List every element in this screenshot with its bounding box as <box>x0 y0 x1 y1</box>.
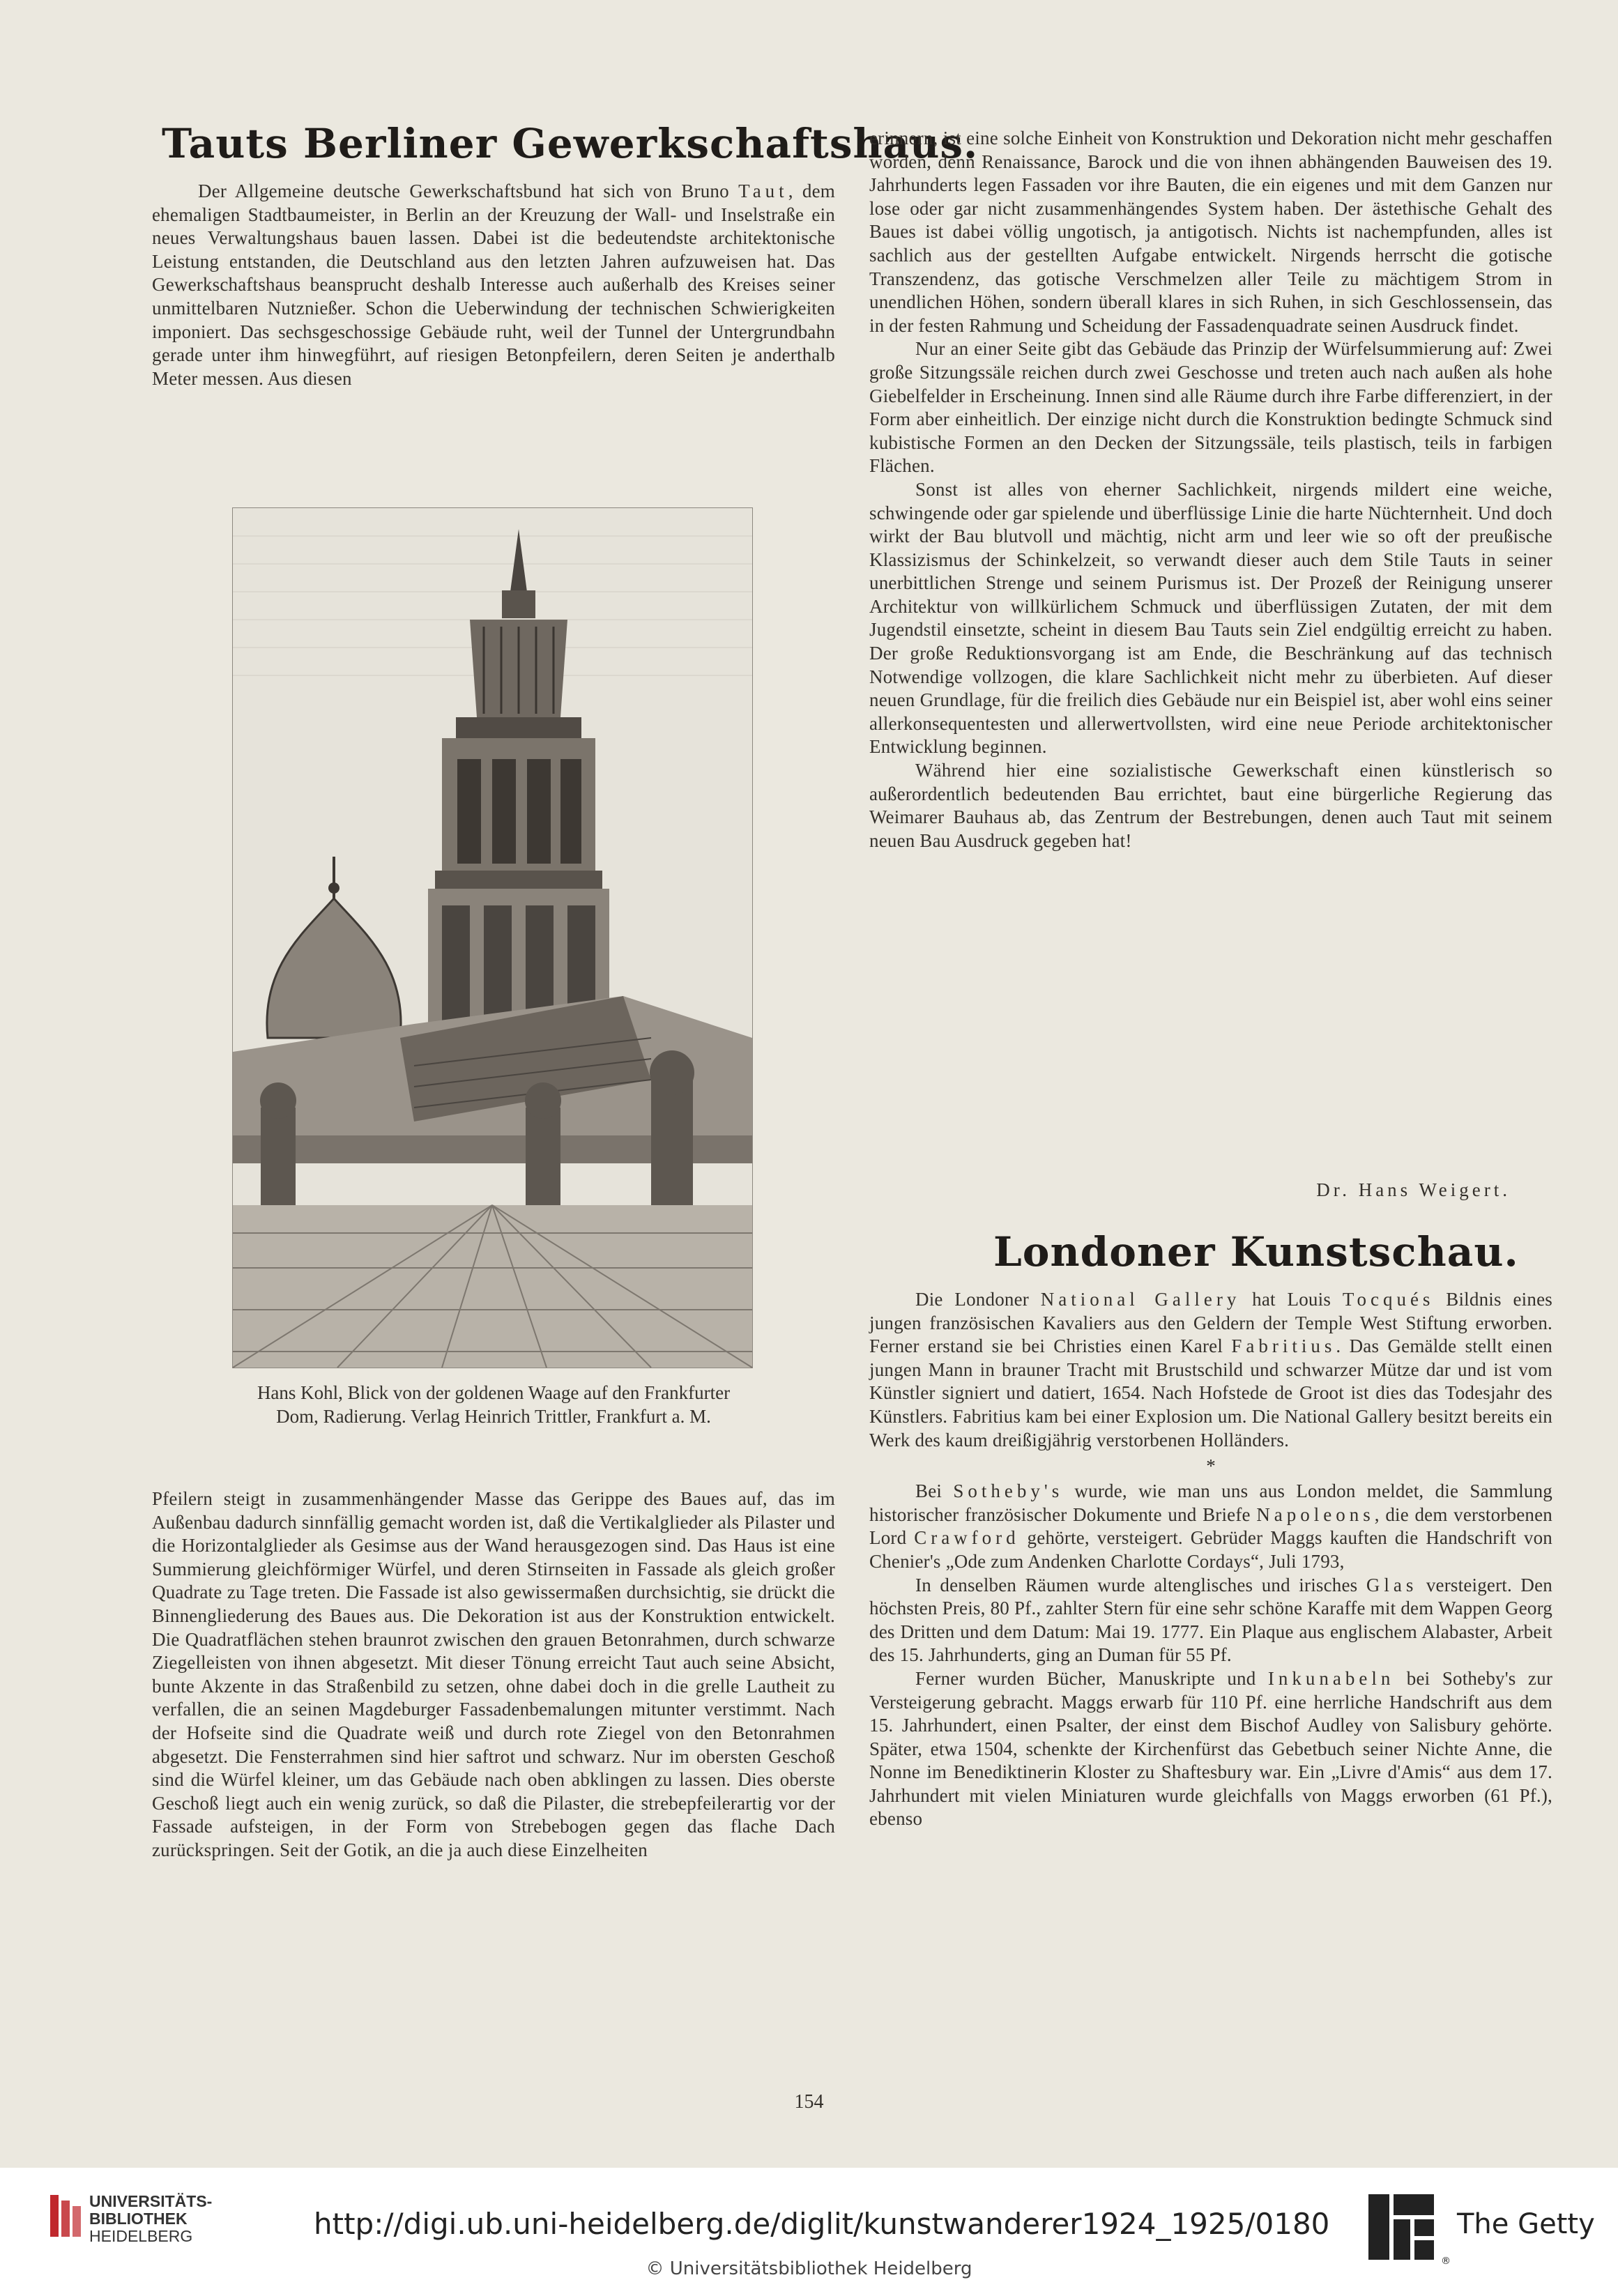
cathedral-etching-image <box>233 508 752 1368</box>
paragraph: Nur an einer Seite gibt das Gebäude das Prinzip der Würfelsummierung auf: Zwei große Sitzungssäle reichen durch zwei Geschosse und treten auch nach außen als hohe Giebelfelder in Erscheinung. Innen sind alle Räume durch ihre Farbe differenziert, in der Form aber einheitlich. Der einzige nicht durch die Konstruktion bedingte Schmuck sind kubistische Formen an den Decken der Sitzungssäle, teils plastisch, teils in farbigen Flächen. <box>869 338 1552 477</box>
svg-text:®: ® <box>1441 2256 1451 2267</box>
paragraph: Pfeilern steigt in zusammenhängender Masse das Gerippe des Baues auf, das im Außenbau dadurch sinnfällig gemacht worden ist, daß die Vertikalglieder als Pilaster und die Horizontalglieder als Gesimse aus der Wand herausgezogen sind. Das Haus ist eine Summierung gleichförmiger Würfel, und deren Stirnseiten in Fassade als gleich großer Quadrate zu Tage treten. Die Fassade ist also gewissermaßen durchsichtig, sie drückt die Binnengliederung des Baues aus. Die Dekoration ist aus der Konstruktion entwickelt. Die Quadratflächen stehen braunrot zwischen den grauen Betonrahmen, durch schwarze Ziegelleisten von ihnen abgesetzt. Mit dieser Tönung erreicht Taut auch seine Absicht, bunte Akzente in das Straßenbild zu setzen, ohne dabei doch in die grelle Lautheit zu verfallen, die an seinen Magdeburger Fassadenbemalungen mitunter verstimmt. Nach der Hofseite sind die Quadrate weiß und durch rote Ziegel von den Betonrahmen abgesetzt. Die Fensterrahmen sind hier saftrot und schwarz. Nur im obersten Geschoß sind die Würfel kleiner, um das Gebäude nach oben abklingen zu lassen. Dies oberste Geschoß liegt auch ein wenig zurück, so daß die Pilaster, die strebepfeilerartig vor der Fassade aufsteigen, in der Form von Strebebogen gegen das flache Dach zurückspringen. Seit der Gotik, an die ja auch diese Einzelheiten <box>152 1488 835 1860</box>
paragraph: Der Allgemeine deutsche Gewerkschaftsbund hat sich von Bruno Taut, dem ehemaligen Stadtbaumeister, in Berlin an der Kreuzung der Wall- und Inselstraße ein neues Verwaltungshaus bauen lassen. Dabei ist die bedeutendste architektonische Leistung entstanden, die Deutschland aus den letzten Jahren aufzuweisen hat. Das Gewerkschaftshaus beansprucht deshalb Interesse auch außerhalb des Kreises seiner unmittelbaren Nutznießer. Schon die Ueberwindung der technischen Schwierigkeiten imponiert. Das sechsgeschossige Gebäude ruht, weil der Tunnel der Untergrundbahn gerade unter ihm hinwegführt, auf riesigen Betonpfeilern, deren Seiten je anderthalb Meter messen. Aus diesen <box>152 181 835 389</box>
getty-name: The Getty <box>1457 2208 1595 2240</box>
etching-illustration <box>232 507 753 1368</box>
paragraph: Die Londoner National Gallery hat Louis Tocqués Bildnis eines jungen französischen Kavaliers aus den Geldern der Temple West Stiftung erworben. Ferner erstand sie bei Christies einen Karel Fabritius. Das Gemälde stellt einen jungen Mann in brauner Tracht mit Brustschild und schwarzer Mütze dar und ist vom Künstler signiert und datiert, 1654. Nach Hofstede de Groot ist dies das Todesjahr des Künstlers. Fabritius kam bei einer Explosion um. Die National Gallery besitzt bereits ein Werk des kaum dreißigjährig verstorbenen Holländers. <box>869 1289 1553 1451</box>
right-column <box>869 127 1552 852</box>
author-signature: Dr. Hans Weigert. <box>1316 1179 1511 1200</box>
left-column-lower <box>152 1487 835 1862</box>
left-column <box>152 180 835 390</box>
copyright-notice: © Universitätsbibliothek Heidelberg <box>646 2258 972 2279</box>
article-title-taut: Tauts Berliner Gewerkschaftshaus. <box>162 120 979 167</box>
name-emphasis: Taut <box>738 181 788 201</box>
permalink-url[interactable]: http://digi.ub.uni-heidelberg.de/diglit/kunstwanderer1924_1925/0180 <box>314 2207 1330 2241</box>
figure-caption: Hans Kohl, Blick von der goldenen Waage auf den Frankfurter Dom, Radierung. Verlag Heinrich Trittler, Frankfurt a. M. <box>257 1382 731 1427</box>
paragraph: erinnern, ist eine solche Einheit von Konstruktion und Dekoration nicht mehr geschaffen worden, denn Renaissance, Barock und die von ihnen abhängenden Bauweisen des 19. Jahrhunderts legen Fassaden vor ihre Bauten, die ein eigenes und mit dem Ganzen nur lose oder gar nicht zusammenhängendes System haben. Der ästethische Gehalt des Baues ist dabei völlig ungotisch, ja antigotisch. Nichts ist nachempfunden, alles ist sachlich aus der gestellten Aufgabe entwickelt. Nirgends herrscht die gotische Transzendenz, das gotische Verschmelzen aller Teile zu mächtigem Strom in unendlichen Höhen, sondern überall klares in sich Ruhen, in sich Geschlossensein, das in der festen Rahmung und Scheidung der Fassadenquadrate seinen Ausdruck findet. <box>869 128 1552 336</box>
university-library-logo-icon <box>49 2191 84 2240</box>
university-library-name: UNIVERSITÄTS- BIBLIOTHEK HEIDELBERG <box>89 2192 213 2245</box>
paragraph: Bei Sotheby's wurde, wie man uns aus London meldet, die Sammlung historischer französischer Dokumente und Briefe Napoleons, die dem verstorbenen Lord Crawford gehörte, versteigert. Gebrüder Maggs kauften die Handschrift von Chenier's „Ode zum Andenken Charlotte Cordays“, Juli 1793, <box>869 1480 1552 1572</box>
paragraph: Sonst ist alles von eherner Sachlichkeit, nirgends mildert eine weiche, schwingende oder gar spielende und überflüssige Linie die harte Nüchternheit. Und doch wirkt der Bau blutvoll und mächtig, nicht arm und leer wie so oft der preußische Klassizismus der Schinkelzeit, so verwandt dieser auch dem Stile Tauts in seiner unerbittlichen Strenge und seinem Purismus ist. Der Prozeß der Reinigung unserer Architektur von willkürlichem Schmuck und überflüssigen Zutaten, der mit dem Jugendstil einsetzte, scheint in diesem Bau Tauts sein Ziel endgültig erreicht zu haben. Der große Reduktionsvorgang ist am Ende, die Beschränkung auf das technisch Notwendige vollzogen, die klare Sachlichkeit nicht mehr zu überbieten. Auf dieser neuen Grundlage, für die freilich dies Gebäude nur ein Beispiel ist, aber wohl eins seiner allerkonsequentesten und allerwertvollsten, wird eine neue Periode architektonischer Entwicklung beginnen. <box>869 478 1552 758</box>
page-number: 154 <box>794 2091 824 2113</box>
right-column-lower <box>869 1288 1552 1831</box>
section-asterisk: * <box>1206 1455 1216 1477</box>
paragraph: In denselben Räumen wurde altenglisches und irisches Glas versteigert. Den höchsten Preis, 80 Pf., zahlter Stern für eine sehr schöne Karaffe mit dem Wappen Georg des Dritten und dem Datum: Mai 19. 1777. Ein Plaque aus englischem Alabaster, Arbeit des 15. Jahrhunderts, ging an Duman für 55 Pf. <box>869 1574 1552 1666</box>
viewer-footer <box>0 2168 1618 2296</box>
paragraph: Während hier eine sozialistische Gewerkschaft einen künstlerisch so außerordentlich bedeutenden Bau errichtet, baut eine bürgerliche Regierung das Weimarer Bauhaus ab, das Zentrum der Bestrebungen, denen auch Taut mit seinem neuen Bau Ausdruck gegeben hat! <box>869 760 1552 851</box>
paragraph: Ferner wurden Bücher, Manuskripte und Inkunabeln bei Sotheby's zur Versteigerung gebracht. Maggs erwarb für 110 Pf. eine herrliche Handschrift aus dem 15. Jahrhundert, einen Psalter, der einst dem Bischof Audley von Salisbury gehörte. Später, etwa 1504, schenkte der Kirchenfürst das Gebetbuch seiner Nichte Anne, die Nonne im Benediktinerin Kloster zu Shaftesbury war. Ein „Livre d'Amis“ aus dem 17. Jahrhundert mit vielen Miniaturen wurde gleichfalls von Maggs erworben (61 Pf.), ebenso <box>869 1667 1553 1830</box>
getty-logo-icon <box>1363 2189 1451 2267</box>
article-title-london: Londoner Kunstschau. <box>993 1228 1519 1276</box>
